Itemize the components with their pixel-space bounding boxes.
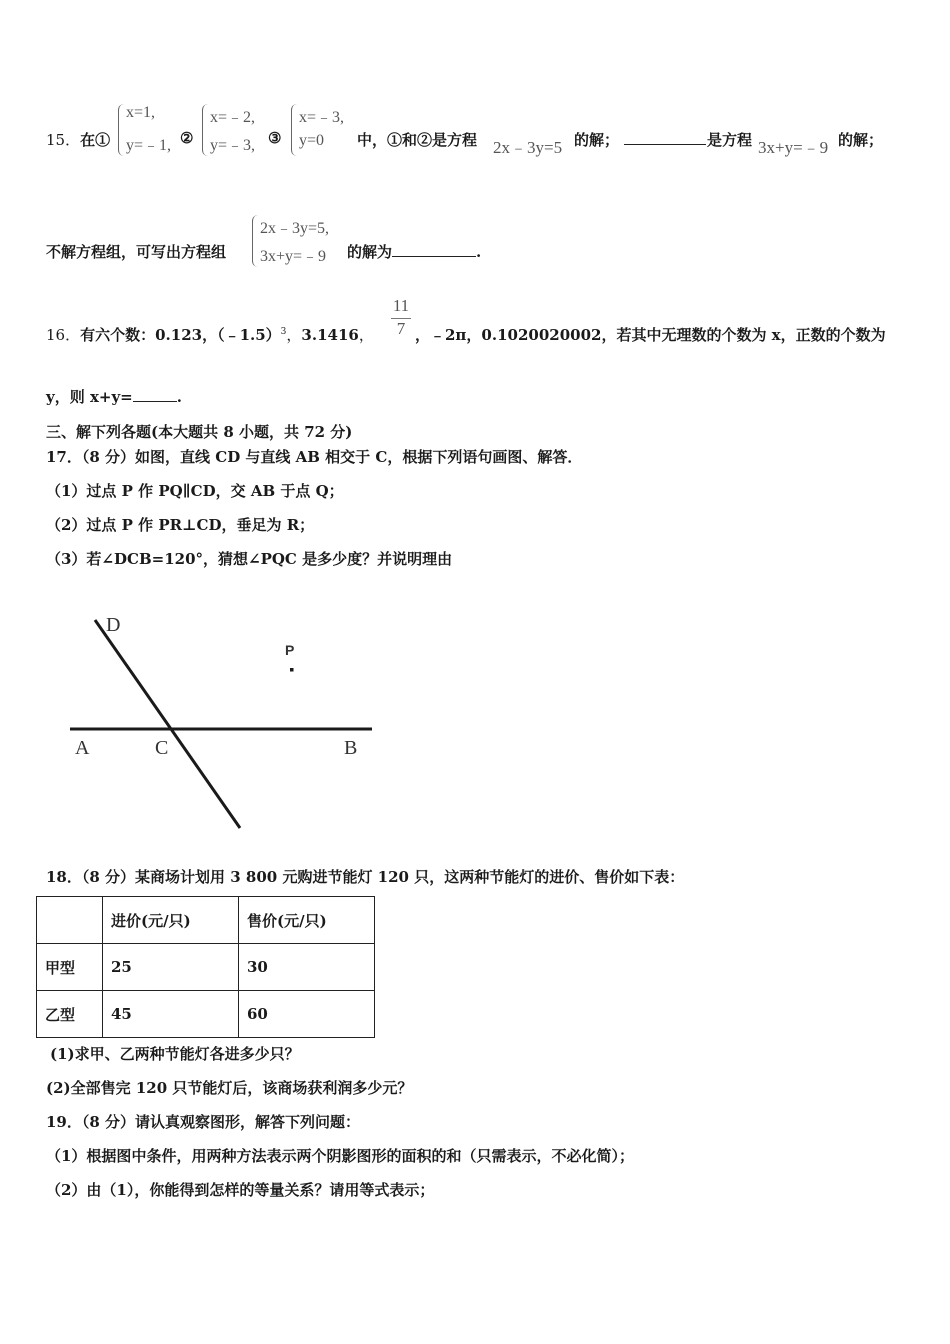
- q17-part-2: （2）过点 P 作 PR⊥CD，垂足为 R；: [46, 516, 315, 534]
- table-header-cell: 售价(元/只): [239, 897, 375, 944]
- q15-line2-pre: 不解方程组，可写出方程组: [46, 243, 227, 261]
- q16-number: 16．: [46, 326, 81, 344]
- line-dc: [95, 620, 240, 828]
- price-table: [36, 896, 375, 1038]
- q16-text1: 有六个数：0.123，（﹣1.5）: [80, 326, 281, 344]
- q17-part-1: （1）过点 P 作 PQ∥CD，交 AB 于点 Q；: [46, 482, 344, 500]
- q18-part-1: (1)求甲、乙两种节能灯各进多少只？: [50, 1045, 300, 1063]
- table-header-row: [37, 897, 375, 944]
- q16-period: .: [176, 388, 182, 406]
- table-row: [37, 944, 375, 991]
- table-cell: 乙型: [37, 991, 103, 1038]
- point-p: [290, 668, 294, 672]
- label-a: A: [75, 737, 90, 759]
- table-header-cell: 进价(元/只): [103, 897, 239, 944]
- q15-equation-2: 3x+y=﹣9: [758, 138, 829, 157]
- q18-heading: 18．（8 分）某商场计划用 3 800 元购进节能灯 120 只，这两种节能灯的进价、售价如下表：: [46, 868, 685, 886]
- q19-part-2: （2）由（1），你能得到怎样的等量关系？请用等式表示；: [46, 1181, 435, 1199]
- q15-text-mid: 中，①和②是方程: [357, 131, 478, 149]
- q15-sys2-line2: y=﹣3,: [210, 137, 256, 154]
- q15-sys1-line2: y=﹣1,: [126, 137, 172, 154]
- table-cell: 60: [239, 991, 375, 1038]
- q15-marker-2: ②: [180, 129, 194, 147]
- q17-part-3: （3）若∠DCB=120°，猜想∠PQC 是多少度？并说明理由: [46, 550, 453, 568]
- label-d: D: [106, 614, 121, 636]
- q16-text2: ，﹣2π，0.1020020002，若其中无理数的个数为 x，正数的个数为: [415, 326, 886, 344]
- q15-equation-1: 2x﹣3y=5: [493, 138, 563, 157]
- q15-intro: 在①: [80, 131, 111, 149]
- q15-text-end: 的解；: [838, 131, 884, 149]
- q16-exponent: 3: [280, 327, 287, 337]
- q19-heading: 19．（8 分）请认真观察图形，解答下列问题：: [46, 1113, 361, 1131]
- q15-text-is-eq: 是方程: [707, 131, 753, 149]
- q16-number-3: 3.1416: [301, 326, 359, 344]
- label-p: P: [285, 642, 295, 658]
- q16-fraction-numerator: 11: [392, 296, 410, 315]
- q15-sys2-line1: x=﹣2,: [210, 109, 256, 126]
- q18-part-2: (2)全部售完 120 只节能灯后，该商场获利润多少元？: [46, 1079, 413, 1097]
- label-c: C: [155, 737, 169, 759]
- q15-marker-3: ③: [268, 129, 282, 147]
- q15-sys4-line2: 3x+y=﹣9: [260, 248, 327, 265]
- table-cell: 25: [103, 944, 239, 991]
- q15-sys3-line1: x=﹣3,: [299, 109, 345, 126]
- q16-sep1: ，: [286, 326, 302, 344]
- table-header-cell: [37, 897, 103, 944]
- q15-number: 15．: [46, 131, 81, 149]
- q15-sys3-line2: y=0: [299, 132, 325, 149]
- table-row: [37, 991, 375, 1038]
- q17-heading: 17．（8 分）如图，直线 CD 与直线 AB 相交于 C，根据下列语句画图、解答．: [46, 448, 583, 466]
- q19-part-1: （1）根据图中条件，用两种方法表示两个阴影图形的面积的和（只需表示，不必化简）；: [46, 1147, 634, 1165]
- q16-fraction-denominator: 7: [396, 319, 406, 338]
- q15-period: .: [476, 243, 482, 261]
- q16-line2-text: y，则 x+y=: [46, 388, 133, 406]
- q16-sep2: ，: [358, 326, 374, 344]
- q15-line2-post-text: 的解为: [347, 243, 393, 261]
- table-cell: 30: [239, 944, 375, 991]
- q15-sys1-line1: x=1,: [126, 104, 156, 121]
- table-cell: 45: [103, 991, 239, 1038]
- section-3-title: 三、解下列各题(本大题共 8 小题，共 72 分): [46, 423, 353, 441]
- table-cell: 甲型: [37, 944, 103, 991]
- q15-text-after-eq1: 的解；: [574, 131, 620, 149]
- q15-sys4-line1: 2x﹣3y=5,: [260, 220, 330, 237]
- label-b: B: [344, 737, 358, 759]
